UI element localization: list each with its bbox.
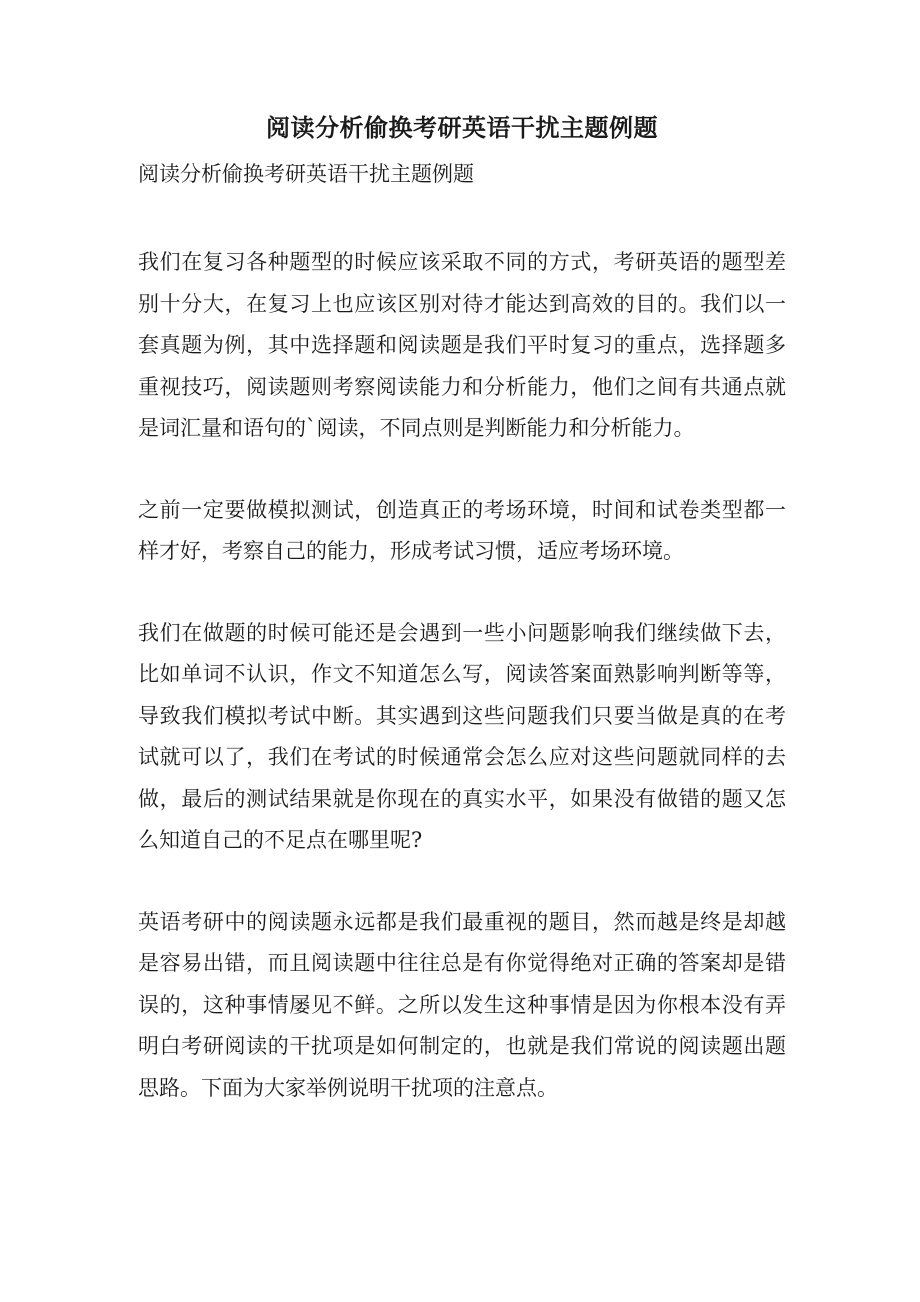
paragraph-4: 英语考研中的阅读题永远都是我们最重视的题目，然而越是终是却越是容易出错，而且阅读题中往往总是有你觉得绝对正确的答案却是错误的，这种事情屡见不鲜。之所以发生这种事情是因为你根本没有弄明白考研阅读的干扰项是如何制定的，也就是我们常说的阅读题出题思路。下面为大家举例说明干扰项的注意点。 xyxy=(138,909,786,1100)
paragraph-3: 我们在做题的时候可能还是会遇到一些小问题影响我们继续做下去，比如单词不认识，作文不知道怎么写，阅读答案面熟影响判断等等，导致我们模拟考试中断。其实遇到这些问题我们只要当做是真的在考试就可以了，我们在考试的时候通常会怎么应对这些问题就同样的去做，最后的测试结果就是你现在的真实水平，如果没有做错的题又怎么知道自己的不足点在哪里呢? xyxy=(138,620,786,852)
document-page xyxy=(138,108,786,1109)
document-subtitle: 阅读分析偷换考研英语干扰主题例题 xyxy=(138,162,474,186)
paragraph-2: 之前一定要做模拟测试，创造真正的考场环境，时间和试卷类型都一样才好，考察自己的能力，形成考试习惯，适应考场环境。 xyxy=(138,497,786,563)
document-title: 阅读分析偷换考研英语干扰主题例题 xyxy=(266,113,658,142)
paragraph-1: 我们在复习各种题型的时候应该采取不同的方式，考研英语的题型差别十分大，在复习上也应该区别对待才能达到高效的目的。我们以一套真题为例，其中选择题和阅读题是我们平时复习的重点，选择题多重视技巧，阅读题则考察阅读能力和分析能力，他们之间有共通点就是词汇量和语句的`阅读，不同点则是判断能力和分析能力。 xyxy=(138,250,786,440)
